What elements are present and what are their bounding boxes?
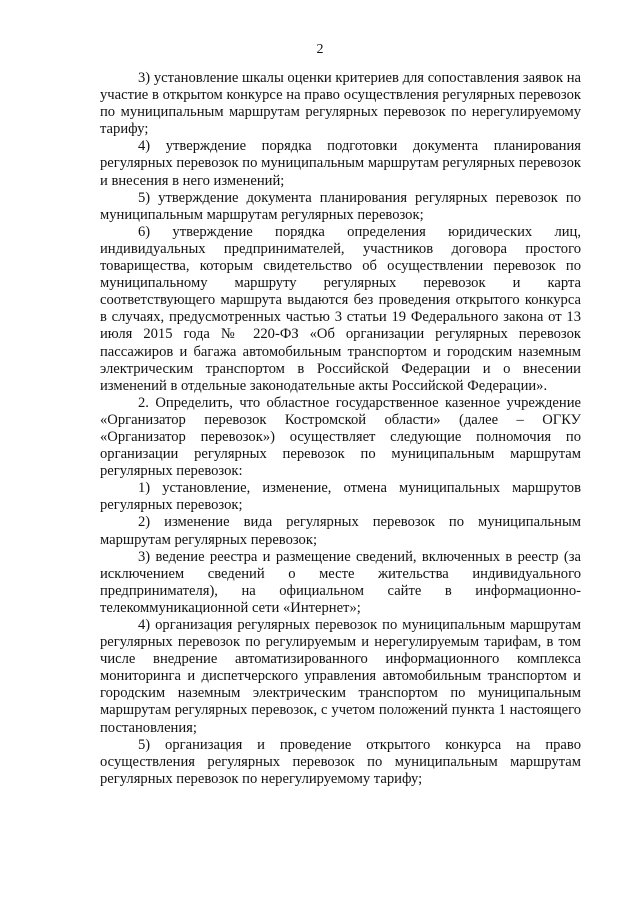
paragraph-duty-5: 5) организация и проведение открытого конкурса на право осуществления регулярных перевозок по муниципальным маршрутам регулярных перевозок по нерегулируемому тарифу; (100, 736, 581, 787)
paragraph-duty-3: 3) ведение реестра и размещение сведений, включенных в реестр (за исключением сведений о месте жительства индивидуального предпринимателя), на официальном сайте в информационно-телекоммуникационной сети «Интернет»; (100, 548, 581, 616)
paragraph-item-3: 3) установление шкалы оценки критериев для сопоставления заявок на участие в открытом конкурсе на право осуществления регулярных перевозок по муниципальным маршрутам регулярных перевозок по нерегулируемому тарифу; (100, 70, 581, 138)
paragraph-section-2: 2. Определить, что областное государственное казенное учреждение «Организатор перевозок Костромской области» (далее – ОГКУ «Организатор перевозок») осуществляет следующие полномочия по организации регулярных перевозок по муниципальным маршрутам регулярных перевозок: (100, 394, 581, 480)
page-number: 2 (316, 42, 324, 57)
paragraph-duty-4: 4) организация регулярных перевозок по муниципальным маршрутам регулярных перевозок по регулируемым и нерегулируемым тарифам, в том числе внедрение автоматизированного информационного комплекса мониторинга и диспетчерского управления автомобильным транспортом и городским наземным электрическим транспортом по муниципальным маршрутам регулярных перевозок, с учетом положений пункта 1 настоящего постановления; (100, 617, 581, 736)
paragraph-item-6: 6) утверждение порядка определения юридических лиц, индивидуальных предпринимателей, участников договора простого товарищества, которым свидетельство об осуществлении перевозок по муниципальному маршруту регулярных перевозок и карта соответствующего маршрута выдаются без проведения открытого конкурса в случаях, предусмотренных частью 3 статьи 19 Федерального закона от 13 июля 2015 года № 220-ФЗ «Об организации регулярных перевозок пассажиров и багажа автомобильным транспортом и городским наземным электрическим транспортом в Российской Федерации и о внесении изменений в отдельные законодательные акты Российской Федерации». (100, 223, 581, 394)
paragraph-item-5: 5) утверждение документа планирования регулярных перевозок по муниципальным маршрутам регулярных перевозок; (100, 189, 581, 223)
paragraph-duty-1: 1) установление, изменение, отмена муниципальных маршрутов регулярных перевозок; (100, 480, 581, 514)
paragraph-item-4: 4) утверждение порядка подготовки документа планирования регулярных перевозок по муниципальным маршрутам регулярных перевозок и внесения в него изменений; (100, 138, 581, 189)
paragraph-duty-2: 2) изменение вида регулярных перевозок по муниципальным маршрутам регулярных перевозок; (100, 514, 581, 548)
document-body (100, 70, 581, 788)
